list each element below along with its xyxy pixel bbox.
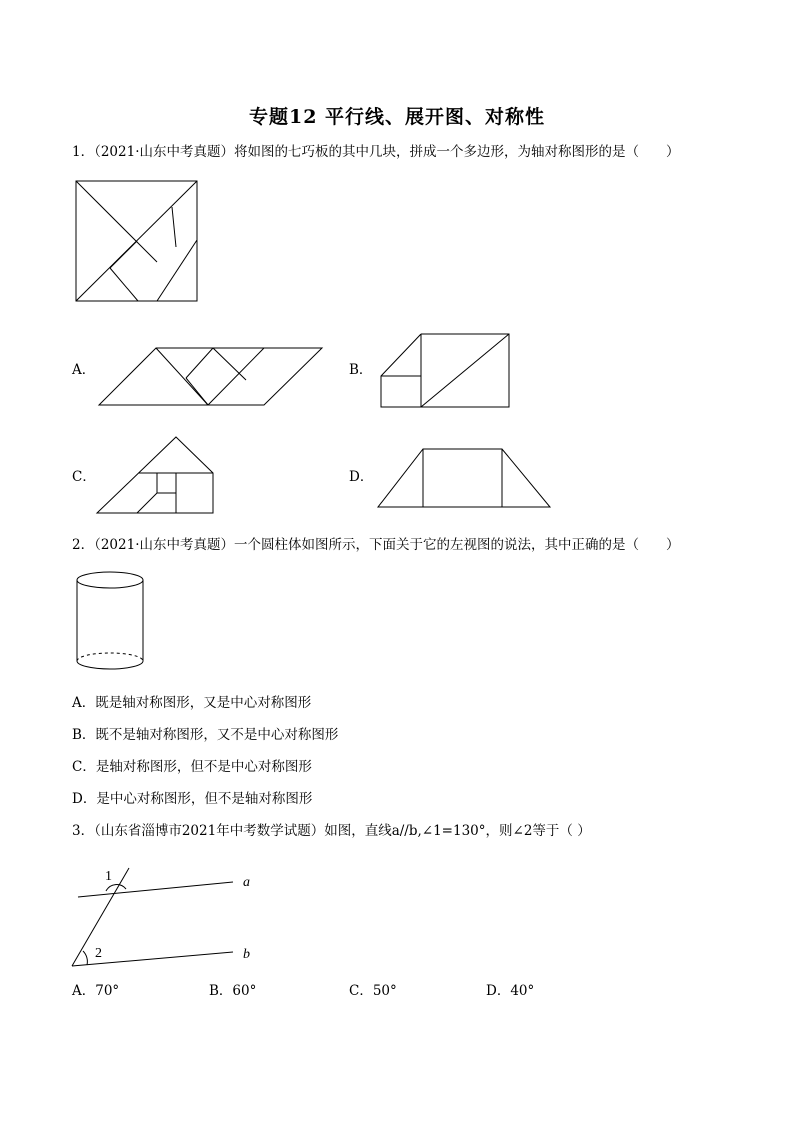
angle-1-label: 1 — [105, 869, 112, 884]
page-title: 专题12 平行线、展开图、对称性 — [248, 106, 546, 128]
q2-option-a[interactable]: A．既是轴对称图形，又是中心对称图形 — [72, 695, 312, 711]
q1-option-d-label[interactable]: D． — [349, 469, 374, 485]
q1-option-c-label[interactable]: C． — [72, 469, 96, 485]
angle-2-label: 2 — [95, 946, 102, 961]
q3-option-a[interactable]: A．70° — [72, 983, 120, 999]
angle-2-arc — [83, 951, 87, 965]
q3-option-b[interactable]: B．60° — [209, 983, 257, 999]
line-a — [78, 882, 233, 897]
q1-option-b-label[interactable]: B． — [349, 362, 373, 378]
line-a-label: a — [243, 875, 250, 890]
question-2-stem: 2．（2021·山东中考真题）一个圆柱体如图所示，下面关于它的左视图的说法，其中正确的是（ ） — [72, 537, 680, 553]
q2-option-c[interactable]: C．是轴对称图形，但不是中心对称图形 — [72, 759, 312, 775]
q2-option-d[interactable]: D．是中心对称图形，但不是轴对称图形 — [72, 791, 313, 807]
question-1-stem: 1．（2021·山东中考真题）将如图的七巧板的其中几块，拼成一个多边形，为轴对称图形的是（ ） — [72, 144, 680, 160]
q2-option-b[interactable]: B．既不是轴对称图形，又不是中心对称图形 — [72, 727, 339, 743]
q3-option-d[interactable]: D．40° — [486, 983, 535, 999]
q3-option-c[interactable]: C．50° — [349, 983, 397, 999]
q1-option-a-label[interactable]: A． — [72, 362, 96, 378]
question-3-stem: 3．（山东省淄博市2021年中考数学试题）如图，直线a//b,∠1=130°，则∠2等于（ ） — [72, 823, 591, 839]
line-b-label: b — [243, 947, 250, 962]
